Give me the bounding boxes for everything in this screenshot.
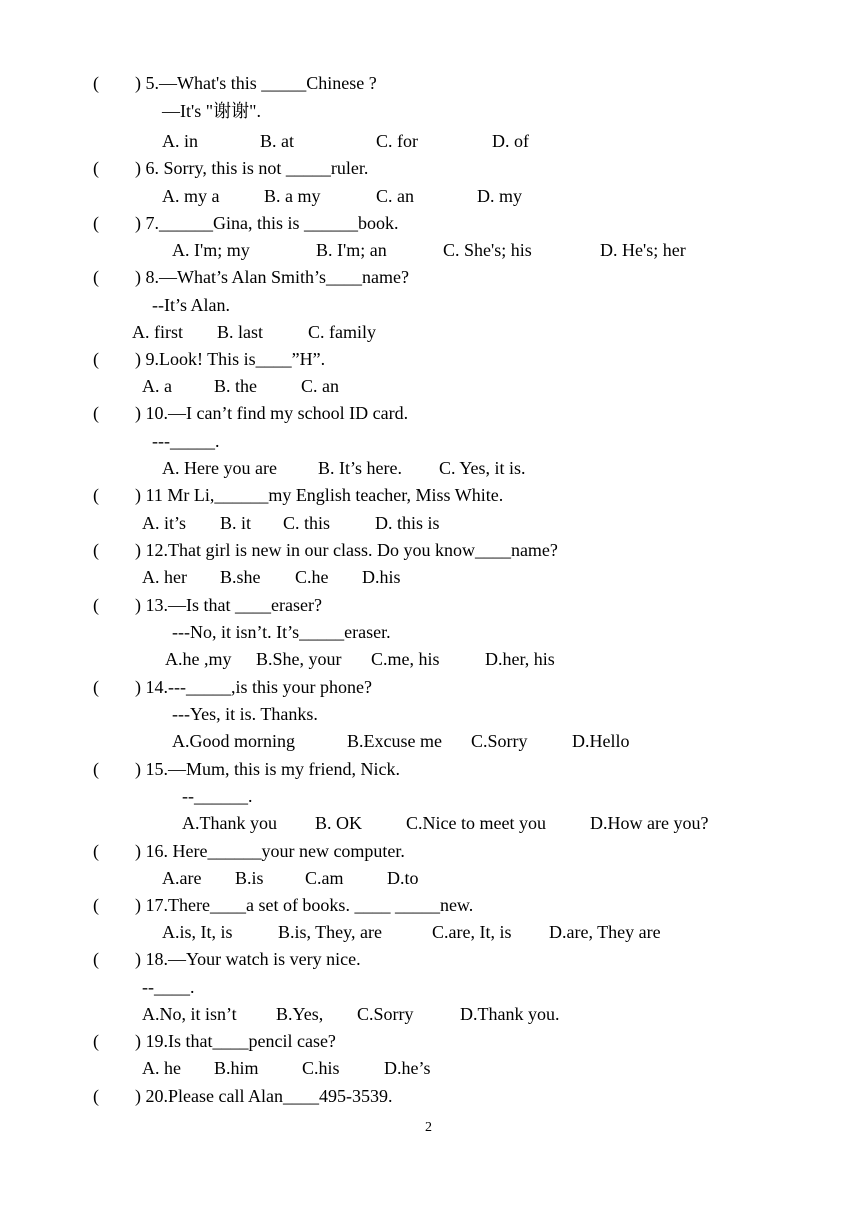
question-5: ( ) 5.—What's this _____Chinese ? <box>93 73 377 93</box>
option-b: B. it <box>220 513 252 533</box>
option-a: A. in <box>162 131 198 151</box>
option-b: B.She, your <box>256 649 342 669</box>
option-d: D.How are you? <box>590 813 709 833</box>
question-16: ( ) 16. Here______your new computer. <box>93 841 405 861</box>
option-c: C.me, his <box>371 649 440 669</box>
option-c: C.Nice to meet you <box>406 813 546 833</box>
question-6: ( ) 6. Sorry, this is not _____ruler. <box>93 158 369 178</box>
option-c: C. family <box>308 322 376 342</box>
option-b: B.Yes, <box>276 1004 324 1024</box>
question-8-answer: --It’s Alan. <box>152 295 230 315</box>
option-c: C. She's; his <box>443 240 532 260</box>
option-d: D. He's; her <box>600 240 686 260</box>
option-c: C.Sorry <box>357 1004 414 1024</box>
option-a: A. my a <box>162 186 220 206</box>
question-14-answer: ---Yes, it is. Thanks. <box>172 704 318 724</box>
option-c: C. an <box>376 186 414 206</box>
option-c: C. Yes, it is. <box>439 458 526 478</box>
option-a: A.he ,my <box>165 649 232 669</box>
question-20: ( ) 20.Please call Alan____495-3539. <box>93 1086 393 1106</box>
option-b: B. It’s here. <box>318 458 402 478</box>
option-d: D. my <box>477 186 522 206</box>
option-b: B.Excuse me <box>347 731 442 751</box>
option-a: A.are <box>162 868 202 888</box>
question-18-answer: --____. <box>142 977 195 997</box>
question-15-answer: --______. <box>182 786 253 806</box>
option-d: D.his <box>362 567 401 587</box>
option-b: B. at <box>260 131 294 151</box>
option-a: A.No, it isn’t <box>142 1004 237 1024</box>
option-c: C. this <box>283 513 331 533</box>
option-c: C.Sorry <box>471 731 528 751</box>
question-10-answer: ---_____. <box>152 431 220 451</box>
option-d: D.Hello <box>572 731 630 751</box>
option-b: B.she <box>220 567 261 587</box>
option-c: C.his <box>302 1058 340 1078</box>
option-a: A. he <box>142 1058 181 1078</box>
option-b: B. I'm; an <box>316 240 387 260</box>
question-14: ( ) 14.---_____,is this your phone? <box>93 677 372 697</box>
option-d: D.are, They are <box>549 922 661 942</box>
question-7: ( ) 7.______Gina, this is ______book. <box>93 213 399 233</box>
option-a: A.Good morning <box>172 731 295 751</box>
option-b: B. the <box>214 376 257 396</box>
question-10: ( ) 10.—I can’t find my school ID card. <box>93 403 409 423</box>
option-c: C. for <box>376 131 418 151</box>
option-a: A. it’s <box>142 513 187 533</box>
option-d: D.he’s <box>384 1058 431 1078</box>
option-c: C. an <box>301 376 339 396</box>
question-15: ( ) 15.—Mum, this is my friend, Nick. <box>93 759 400 779</box>
option-c: C.are, It, is <box>432 922 512 942</box>
question-18: ( ) 18.—Your watch is very nice. <box>93 949 361 969</box>
question-8: ( ) 8.—What’s Alan Smith’s____name? <box>93 267 409 287</box>
page-number: 2 <box>425 1120 432 1135</box>
question-9: ( ) 9.Look! This is____”H”. <box>93 349 326 369</box>
option-a: A.Thank you <box>182 813 277 833</box>
option-b: B.is <box>235 868 264 888</box>
option-c: C.am <box>305 868 344 888</box>
option-a: A.is, It, is <box>162 922 233 942</box>
question-5-answer: —It's "谢谢". <box>162 101 261 121</box>
option-d: D. of <box>492 131 529 151</box>
option-a: A. a <box>142 376 172 396</box>
option-d: D.her, his <box>485 649 555 669</box>
option-b: B. a my <box>264 186 321 206</box>
option-d: D.to <box>387 868 419 888</box>
question-19: ( ) 19.Is that____pencil case? <box>93 1031 336 1051</box>
option-d: D. this is <box>375 513 440 533</box>
question-17: ( ) 17.There____a set of books. ____ _____new. <box>93 895 474 915</box>
question-12: ( ) 12.That girl is new in our class. Do you know____name? <box>93 540 558 560</box>
question-11: ( ) 11 Mr Li,______my English teacher, Miss White. <box>93 485 504 505</box>
option-d: D.Thank you. <box>460 1004 560 1024</box>
option-a: A. Here you are <box>162 458 277 478</box>
option-a: A. I'm; my <box>172 240 250 260</box>
option-b: B.him <box>214 1058 259 1078</box>
option-b: B. last <box>217 322 264 342</box>
option-b: B. OK <box>315 813 363 833</box>
question-13-answer: ---No, it isn’t. It’s_____eraser. <box>172 622 391 642</box>
option-a: A. her <box>142 567 187 587</box>
option-b: B.is, They, are <box>278 922 382 942</box>
option-c: C.he <box>295 567 329 587</box>
option-a: A. first <box>132 322 183 342</box>
question-13: ( ) 13.—Is that ____eraser? <box>93 595 322 615</box>
